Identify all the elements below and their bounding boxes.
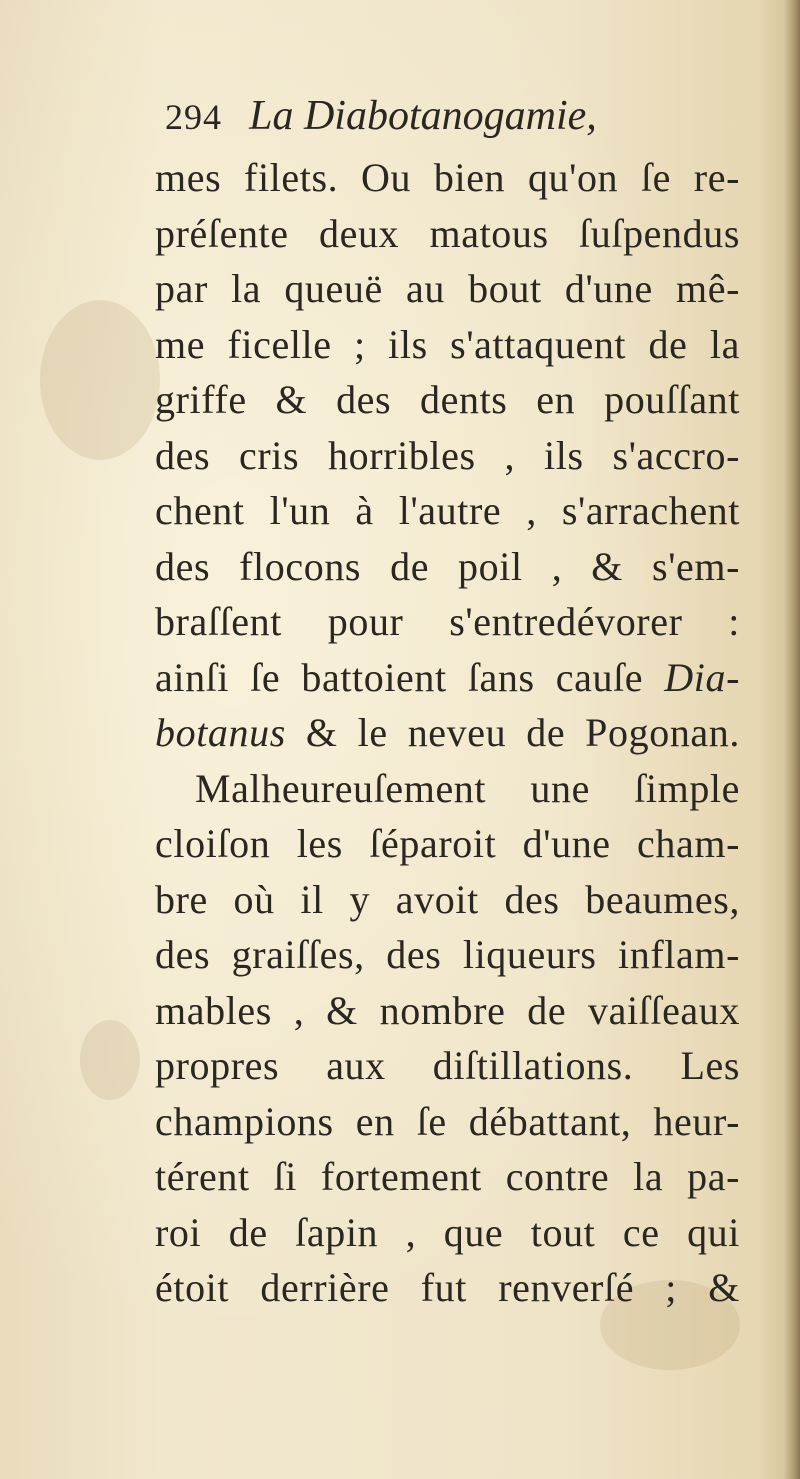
body-text (155, 150, 740, 1316)
text-line: par la queuë au bout d'une mê- (155, 266, 740, 311)
text-line: mes filets. Ou bien qu'on ſe re- (155, 155, 740, 200)
paper-stain (80, 1020, 140, 1100)
text-line (155, 705, 740, 761)
text-fragment: ainſi ſe battoient ſans cauſe (155, 654, 644, 700)
text-line: mables , & nombre de vaiſſeaux (155, 987, 740, 1033)
page-edge-shadow (784, 0, 800, 1479)
text-fragment: & le neveu de Pogonan. (305, 710, 740, 755)
paper-stain (40, 300, 160, 460)
italic-word: Dia- (664, 654, 740, 700)
text-line: me ficelle ; ils s'attaquent de la (155, 321, 740, 367)
text-line: térent ſi fortement contre la pa- (155, 1154, 740, 1199)
text-line: cloiſon les ſéparoit d'une cham- (155, 821, 740, 866)
text-line: griffe & des dents en pouſſant (155, 377, 740, 422)
text-line: chent l'un à l'autre , s'arrachent (155, 488, 740, 533)
text-line (155, 650, 740, 706)
text-line: des graiſſes, des liqueurs inflam- (155, 932, 740, 977)
text-line: des cris horribles , ils s'accro- (155, 432, 740, 478)
running-head (165, 92, 725, 152)
paragraph-start-line: Malheureuſement une ſimple (195, 765, 740, 811)
page-number: 294 (165, 97, 222, 137)
italic-word: botanus (155, 710, 286, 755)
text-line: préſente deux matous ſuſpendus (155, 210, 740, 256)
text-line: bre où il y avoit des beaumes, (155, 876, 740, 922)
text-line: étoit derrière fut renverſé ; & (155, 1265, 740, 1310)
text-line: des flocons de poil , & s'em- (155, 543, 740, 589)
text-line: propres aux diſtillations. Les (155, 1043, 740, 1088)
text-line: roi de ſapin , que tout ce qui (155, 1209, 740, 1255)
text-line: braſſent pour s'entredévorer : (155, 599, 740, 644)
text-line: champions en ſe débattant, heur- (155, 1098, 740, 1144)
running-title: La Diabotanogamie, (249, 93, 597, 139)
